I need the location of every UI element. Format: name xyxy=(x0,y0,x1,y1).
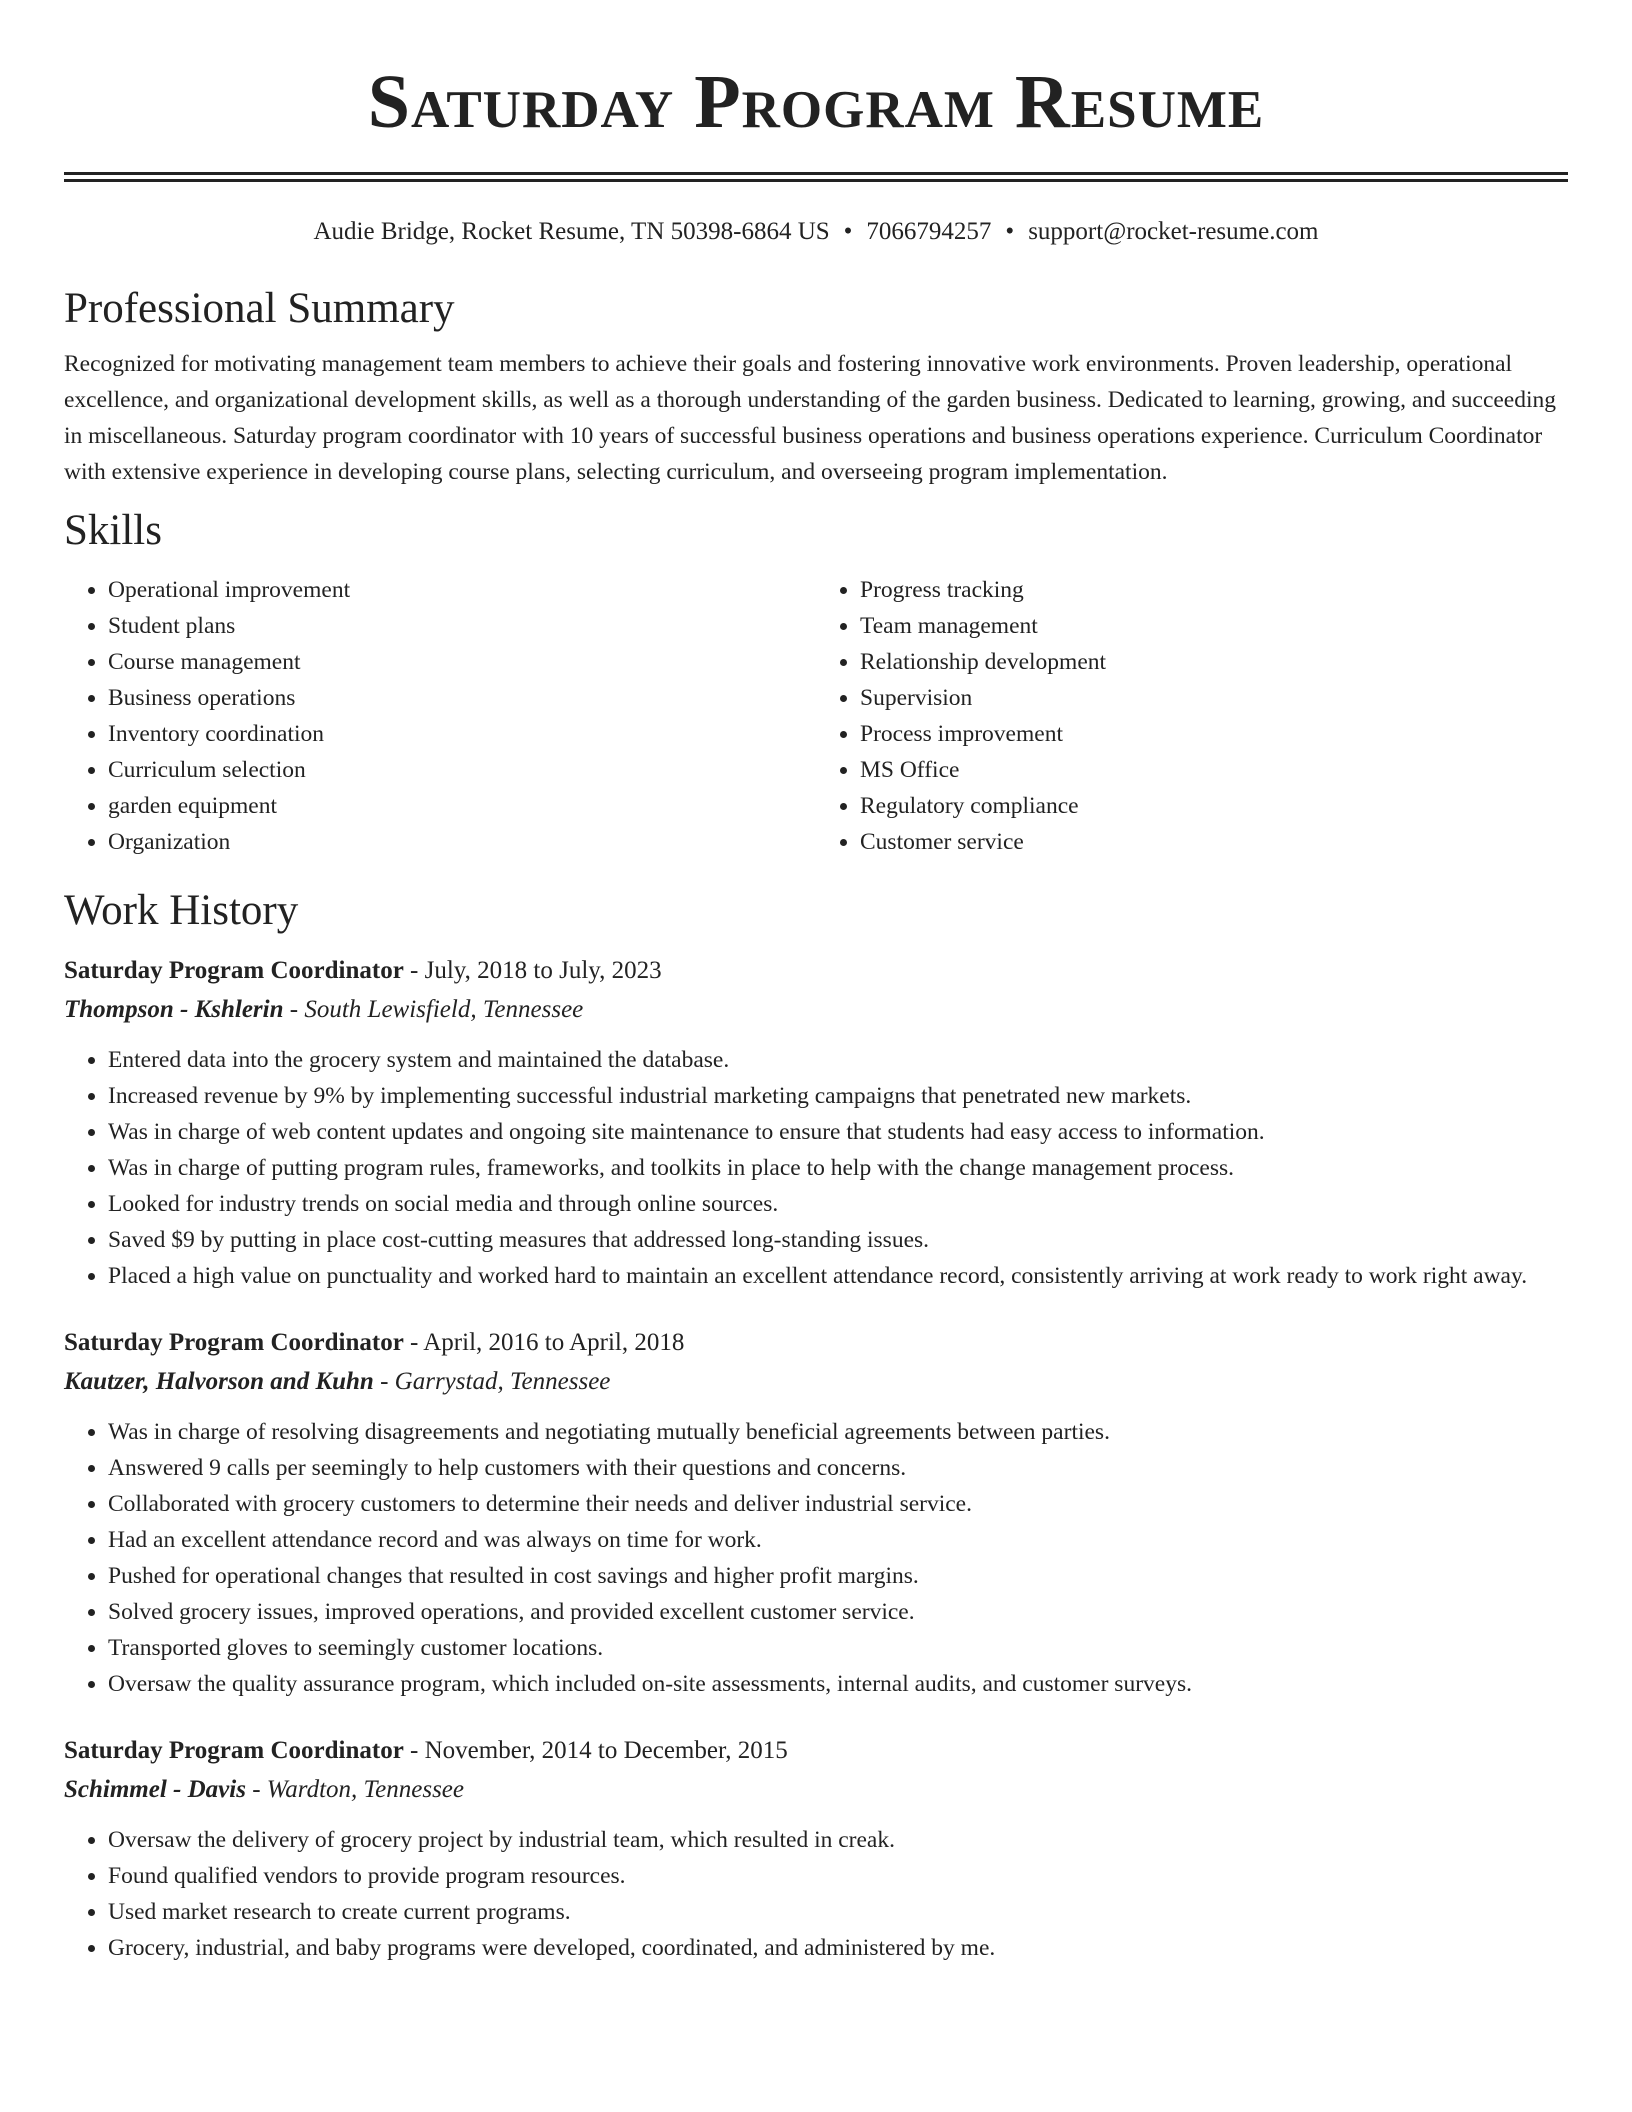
skill-item: • Operational improvement xyxy=(108,572,816,608)
skill-item: • Organization xyxy=(108,824,816,860)
skill-item: • Curriculum selection xyxy=(108,752,816,788)
job-bullet: • Pushed for operational changes that resulted in cost savings and higher profit margins. xyxy=(108,1558,1568,1594)
skill-item: • Inventory coordination xyxy=(108,716,816,752)
job-bullet: • Transported gloves to seemingly customer locations. xyxy=(108,1630,1568,1666)
job-title: Saturday Program Coordinator xyxy=(64,1329,404,1356)
job-bullet: • Found qualified vendors to provide program resources. xyxy=(108,1858,1568,1894)
job-bullets xyxy=(64,1414,1568,1702)
contact-phone: 7066794257 xyxy=(866,218,992,245)
skills-section xyxy=(64,504,1568,860)
skill-item: • Regulatory compliance xyxy=(860,788,1568,824)
summary-heading: Professional Summary xyxy=(64,285,455,332)
job-bullet: • Collaborated with grocery customers to determine their needs and deliver industrial service. xyxy=(108,1486,1568,1522)
work-history-heading: Work History xyxy=(64,887,299,934)
title-double-rule xyxy=(64,172,1568,182)
contact-separator: • xyxy=(843,218,853,245)
job-entry xyxy=(64,1324,1568,1702)
skills-heading: Skills xyxy=(64,507,162,554)
job-bullet: • Was in charge of putting program rules, frameworks, and toolkits in place to help with the change management process. xyxy=(108,1150,1568,1186)
skill-item: • garden equipment xyxy=(108,788,816,824)
job-bullet: • Placed a high value on punctuality and worked hard to maintain an excellent attendance record, consistently arriving at work ready to work right away. xyxy=(108,1258,1568,1294)
skills-list-left xyxy=(64,572,816,860)
job-employer xyxy=(64,1770,1568,1810)
skills-columns xyxy=(64,572,1568,860)
skills-list-right xyxy=(816,572,1568,860)
job-location: - Wardton, Tennessee xyxy=(252,1776,464,1803)
skill-item: • Process improvement xyxy=(860,716,1568,752)
contact-separator: • xyxy=(1005,218,1015,245)
job-header xyxy=(64,1732,1568,1770)
job-bullet: • Increased revenue by 9% by implementing successful industrial marketing campaigns that penetrated new markets. xyxy=(108,1078,1568,1114)
skill-item: • Progress tracking xyxy=(860,572,1568,608)
skill-item: • Student plans xyxy=(108,608,816,644)
job-dates: - July, 2018 to July, 2023 xyxy=(410,957,662,984)
contact-address: Audie Bridge, Rocket Resume, TN 50398-6864 US xyxy=(313,218,830,245)
job-company: Kautzer, Halvorson and Kuhn xyxy=(64,1368,374,1395)
skill-item: • Business operations xyxy=(108,680,816,716)
job-header xyxy=(64,1324,1568,1362)
job-employer xyxy=(64,990,1568,1030)
job-dates: - April, 2016 to April, 2018 xyxy=(410,1329,685,1356)
job-bullet: • Used market research to create current programs. xyxy=(108,1894,1568,1930)
job-bullet: • Was in charge of resolving disagreements and negotiating mutually beneficial agreements between parties. xyxy=(108,1414,1568,1450)
skill-item: • MS Office xyxy=(860,752,1568,788)
summary-text: Recognized for motivating management team members to achieve their goals and fostering innovative work environments. Proven leadership, operational excellence, and organizational development skills, as well as a thorough understanding of the garden business. Dedicated to learning, growing, and succeeding in miscellaneous. Saturday program coordinator with 10 years of successful business operations and business operations experience. Curriculum Coordinator with extensive experience in developing course plans, selecting curriculum, and overseeing program implementation. xyxy=(64,351,1557,485)
skill-item: • Relationship development xyxy=(860,644,1568,680)
job-title: Saturday Program Coordinator xyxy=(64,1737,404,1764)
summary-section xyxy=(64,282,1568,490)
job-bullet: • Entered data into the grocery system and maintained the database. xyxy=(108,1042,1568,1078)
job-bullet: • Oversaw the delivery of grocery project by industrial team, which resulted in creak. xyxy=(108,1822,1568,1858)
job-bullet: • Grocery, industrial, and baby programs were developed, coordinated, and administered by me. xyxy=(108,1930,1568,1966)
job-header xyxy=(64,952,1568,990)
skill-item: • Team management xyxy=(860,608,1568,644)
job-employer xyxy=(64,1362,1568,1402)
job-company: Thompson - Kshlerin xyxy=(64,996,284,1023)
job-bullet: • Answered 9 calls per seemingly to help customers with their questions and concerns. xyxy=(108,1450,1568,1486)
skill-item: • Customer service xyxy=(860,824,1568,860)
job-location: - Garrystad, Tennessee xyxy=(380,1368,611,1395)
skill-item: • Course management xyxy=(108,644,816,680)
job-title: Saturday Program Coordinator xyxy=(64,957,404,984)
work-history-section xyxy=(64,884,1568,1966)
job-bullets xyxy=(64,1822,1568,1966)
job-bullet: • Looked for industry trends on social media and through online sources. xyxy=(108,1186,1568,1222)
skill-item: • Supervision xyxy=(860,680,1568,716)
contact-line xyxy=(64,216,1568,248)
job-bullet: • Oversaw the quality assurance program, which included on-site assessments, internal audits, and customer surveys. xyxy=(108,1666,1568,1702)
job-dates: - November, 2014 to December, 2015 xyxy=(410,1737,788,1764)
job-entry xyxy=(64,952,1568,1294)
job-bullet: • Was in charge of web content updates and ongoing site maintenance to ensure that students had easy access to information. xyxy=(108,1114,1568,1150)
job-bullets xyxy=(64,1042,1568,1294)
contact-email: support@rocket-resume.com xyxy=(1028,218,1319,245)
job-bullet: • Solved grocery issues, improved operations, and provided excellent customer service. xyxy=(108,1594,1568,1630)
job-location: - South Lewisfield, Tennessee xyxy=(289,996,584,1023)
job-bullet: • Saved $9 by putting in place cost-cutting measures that addressed long-standing issues. xyxy=(108,1222,1568,1258)
resume-title: Saturday Program Resume xyxy=(367,60,1265,144)
job-company: Schimmel - Davis xyxy=(64,1776,246,1803)
job-entry xyxy=(64,1732,1568,1966)
job-bullet: • Had an excellent attendance record and was always on time for work. xyxy=(108,1522,1568,1558)
